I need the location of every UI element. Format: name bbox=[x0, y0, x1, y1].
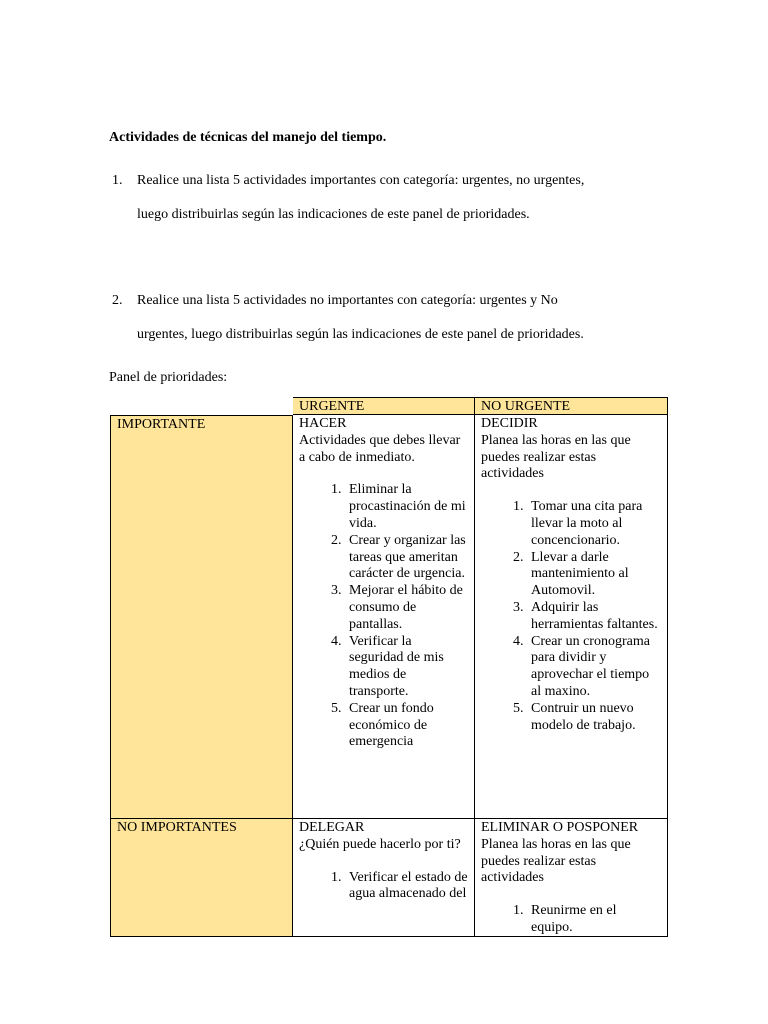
row-header-importante: IMPORTANTE bbox=[110, 415, 293, 819]
column-header-urgente: URGENTE bbox=[293, 397, 475, 415]
question-1 bbox=[112, 164, 647, 232]
activity-list bbox=[481, 903, 661, 937]
cell-description: ¿Quién puede hacerlo por ti? bbox=[299, 836, 461, 852]
list-item: 1. Verificar el estado de agua almacenado del bbox=[345, 870, 468, 904]
list-item: 2. Llevar a darle mantenimiento al Automovil. bbox=[527, 550, 661, 600]
list-item: 1. Eliminar la procastinación de mi vida. bbox=[345, 482, 468, 532]
list-item: 4. Verificar la seguridad de mis medios de transporte. bbox=[345, 634, 468, 701]
list-item: 5. Contruir un nuevo modelo de trabajo. bbox=[527, 701, 661, 735]
cell-heading: DECIDIR bbox=[481, 416, 538, 431]
question-1-number: 1. bbox=[112, 173, 123, 188]
list-item: 1. Tomar una cita para llevar la moto al concencionario. bbox=[527, 499, 661, 549]
cell-heading: ELIMINAR O POSPONER bbox=[481, 820, 639, 835]
cell-delegar bbox=[293, 819, 475, 937]
question-2-line-1: Realice una lista 5 actividades no importantes con categoría: urgentes y No bbox=[137, 293, 558, 308]
document-title: Actividades de técnicas del manejo del tiempo. bbox=[109, 130, 387, 145]
list-item: 3. Adquirir las herramientas faltantes. bbox=[527, 600, 661, 634]
activity-list bbox=[481, 499, 661, 734]
question-1-line-2: luego distribuirlas según las indicaciones de este panel de prioridades. bbox=[137, 207, 530, 222]
question-1-line-1: Realice una lista 5 actividades importantes con categoría: urgentes, no urgentes, bbox=[137, 173, 585, 188]
list-item: 2. Crear y organizar las tareas que ameritan carácter de urgencia. bbox=[345, 533, 468, 583]
cell-description: Actividades que debes llevar a cabo de inmediato. bbox=[299, 432, 461, 465]
cell-description: Planea las horas en las que puedes realizar estas actividades bbox=[481, 836, 631, 886]
activity-list bbox=[299, 482, 468, 751]
row-header-no-importantes: NO IMPORTANTES bbox=[110, 819, 293, 937]
cell-heading: DELEGAR bbox=[299, 820, 365, 835]
cell-decidir bbox=[475, 415, 668, 819]
list-item: 5. Crear un fondo económico de emergencia bbox=[345, 701, 468, 751]
list-item: 1. Reunirme en el equipo. bbox=[527, 903, 661, 937]
cell-eliminar-o-posponer bbox=[475, 819, 668, 937]
cell-hacer bbox=[293, 415, 475, 819]
panel-label: Panel de prioridades: bbox=[109, 370, 228, 385]
cell-description: Planea las horas en las que puedes realizar estas actividades bbox=[481, 432, 631, 482]
table-corner bbox=[110, 397, 293, 415]
cell-heading: HACER bbox=[299, 416, 347, 431]
question-2-number: 2. bbox=[112, 293, 123, 308]
column-header-no-urgente: NO URGENTE bbox=[475, 397, 668, 415]
list-item: 3. Mejorar el hábito de consumo de pantallas. bbox=[345, 583, 468, 633]
question-2 bbox=[112, 284, 647, 352]
question-2-line-2: urgentes, luego distribuirlas según las indicaciones de este panel de prioridades. bbox=[137, 327, 584, 342]
list-item: 4. Crear un cronograma para dividir y aprovechar el tiempo al maxino. bbox=[527, 634, 661, 701]
activity-list bbox=[299, 870, 468, 904]
priority-table bbox=[110, 397, 668, 937]
